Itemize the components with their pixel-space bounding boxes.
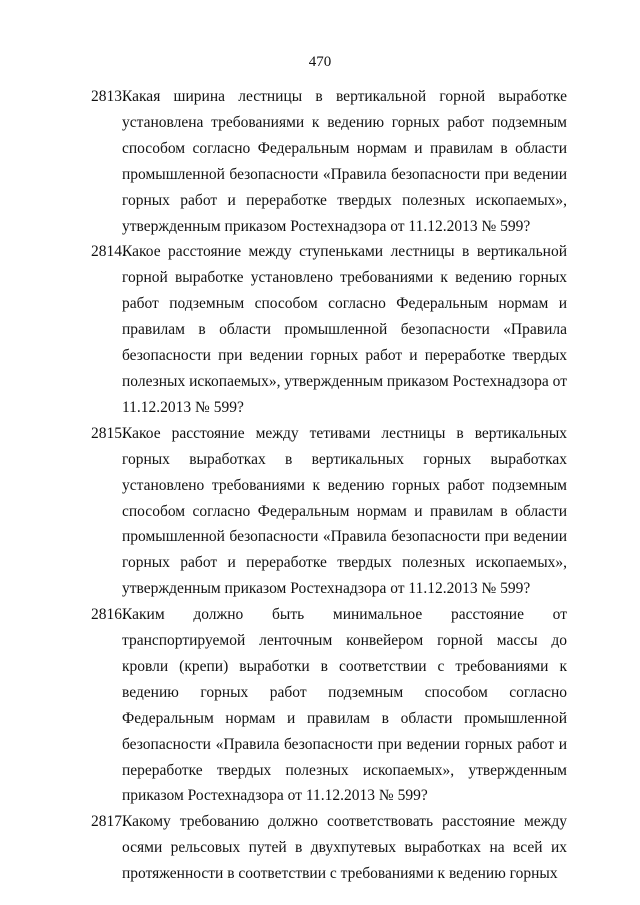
- question-number: 2815.: [91, 424, 126, 442]
- question-text: Какому требованию должно соответствовать расстояние между осями рельсовых путей в двухпутевых выработках на всей их протяженности в соответствии с требованиями к ведению горных: [122, 813, 567, 883]
- question-number: 2817.: [91, 813, 126, 831]
- questions-list: [91, 84, 567, 887]
- page-number: 470: [308, 54, 332, 70]
- question-text: Каким должно быть минимальное расстояние от транспортируемой ленточным конвейером горной массы до кровли (крепи) выработки в соответствии с требованиями к ведению горных работ подземным способом согласно Федеральным нормам и правилам в области промышленной безопасности «Правила безопасности при ведении горных работ и переработке твердых полезных ископаемых», утвержденным приказом Ростехнадзора от 11.12.2013 № 599?: [122, 606, 567, 805]
- question-item: [91, 239, 567, 420]
- question-item: [91, 809, 567, 887]
- question-item: [91, 84, 567, 239]
- question-item: [91, 421, 567, 602]
- question-text: Какая ширина лестницы в вертикальной горной выработке установлена требованиями к ведению горных работ подземным способом согласно Федеральным нормам и правилам в области промышленной безопасности «Правила безопасности при ведении горных работ и переработке твердых полезных ископаемых», утвержденным приказом Ростехнадзора от 11.12.2013 № 599?: [122, 88, 567, 235]
- question-text: Какое расстояние между тетивами лестницы в вертикальных горных выработках в вертикальных горных выработках установлено требованиями к ведению горных работ подземным способом согласно Федеральным нормам и правилам в области промышленной безопасности «Правила безопасности при ведении горных работ и переработке твердых полезных ископаемых», утвержденным приказом Ростехнадзора от 11.12.2013 № 599?: [122, 424, 567, 598]
- question-number: 2816.: [91, 606, 126, 624]
- question-text: Какое расстояние между ступеньками лестницы в вертикальной горной выработке установлено требованиями к ведению горных работ подземным способом согласно Федеральным нормам и правилам в области промышленной безопасности «Правила безопасности при ведении горных работ и переработке твердых полезных ископаемых», утвержденным приказом Ростехнадзора от 11.12.2013 № 599?: [122, 243, 567, 416]
- question-item: [91, 602, 567, 809]
- question-number: 2814.: [91, 243, 126, 261]
- question-number: 2813.: [91, 88, 126, 105]
